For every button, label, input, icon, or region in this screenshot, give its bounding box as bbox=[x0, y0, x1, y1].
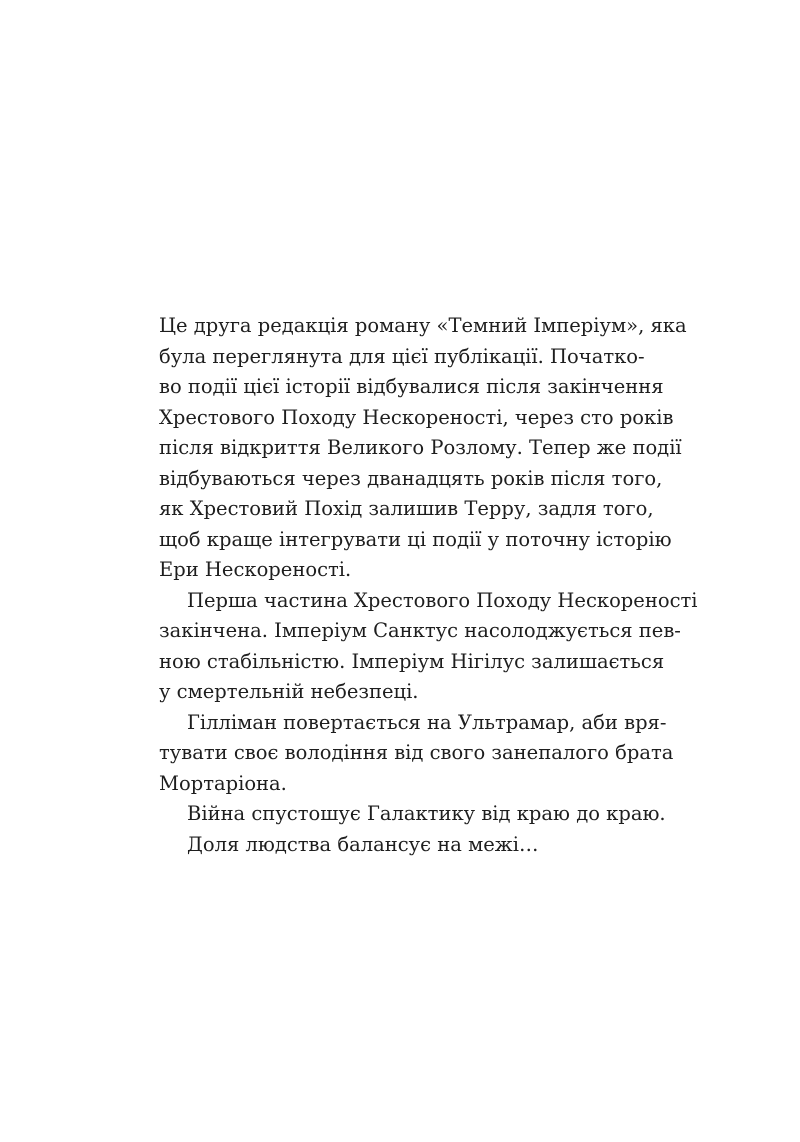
paragraph-5 bbox=[159, 830, 625, 861]
text-line: Гілліман повертається на Ультрамар, аби вря- bbox=[187, 710, 667, 734]
paragraph-2 bbox=[159, 586, 698, 708]
text-line: Перша частина Хрестового Походу Нескореності bbox=[187, 588, 698, 612]
text-line: як Хрестовий Похід залишив Терру, задля того, bbox=[159, 497, 654, 520]
text-line: була переглянута для цієї публікації. Початко- bbox=[159, 344, 645, 368]
paragraph-1 bbox=[159, 311, 687, 586]
text-line: після відкриття Великого Розлому. Тепер же події bbox=[159, 436, 682, 459]
text-line: у смертельній небезпеці. bbox=[159, 680, 419, 703]
text-line: щоб краще інтегрувати ці події у поточну історію bbox=[159, 527, 672, 551]
text-block bbox=[159, 311, 698, 860]
paragraph-3 bbox=[159, 708, 674, 800]
text-line: Ери Нескореності. bbox=[159, 558, 352, 581]
text-line: ною стабільністю. Імперіум Нігілус залишається bbox=[159, 649, 665, 673]
text-line: тувати своє володіння від свого занепалого брата bbox=[159, 741, 674, 764]
text-line: Доля людства балансує на межі… bbox=[187, 832, 539, 856]
text-line: закінчена. Імперіум Санктус насолоджується пев- bbox=[159, 619, 681, 642]
text-line: Мортаріона. bbox=[159, 771, 287, 795]
text-line: Війна спустошує Галактику від краю до краю. bbox=[187, 802, 666, 825]
paragraph-4 bbox=[159, 799, 666, 830]
text-line: Це друга редакція роману «Темний Імперіум», яка bbox=[159, 314, 687, 337]
text-line: відбуваються через дванадцять років після того, bbox=[159, 466, 663, 490]
text-line: во події цієї історії відбувалися після закінчення bbox=[159, 375, 664, 398]
text-line: Хрестового Походу Нескореності, через сто років bbox=[159, 405, 674, 429]
